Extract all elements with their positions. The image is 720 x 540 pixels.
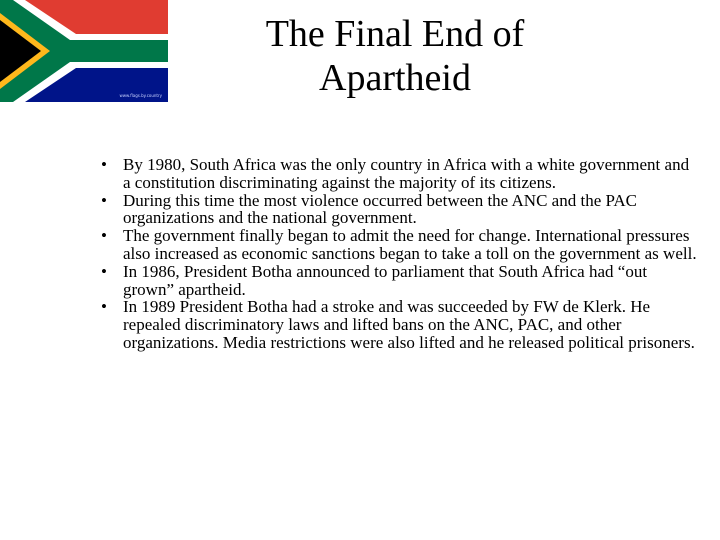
bullet-item bbox=[98, 298, 698, 351]
bullet-text: During this time the most violence occurred between the ANC and the PAC organizations and the national government. bbox=[123, 190, 637, 228]
bullet-item bbox=[98, 227, 698, 263]
slide-title bbox=[225, 12, 565, 100]
bullet-text: By 1980, South Africa was the only country in Africa with a white government and a constitution discriminating against the majority of its citizens. bbox=[123, 155, 690, 192]
bullet-item bbox=[98, 263, 698, 299]
bullet-text: The government finally began to admit the need for change. International pressures also increased as economic sanctions began to take a toll on the government as well. bbox=[123, 226, 697, 263]
bullet-glyph: • bbox=[101, 155, 107, 174]
bullet-glyph: • bbox=[101, 190, 107, 210]
title-line-1: The Final End of bbox=[265, 13, 525, 55]
flag-credit-text: www.flags.by.country bbox=[119, 93, 162, 98]
flag-graphic bbox=[0, 0, 168, 102]
bullet-list bbox=[98, 156, 698, 352]
bullet-item bbox=[98, 192, 698, 228]
bullet-item bbox=[98, 156, 698, 192]
bullet-glyph: • bbox=[101, 226, 107, 246]
bullet-text: In 1989 President Botha had a stroke and was succeeded by FW de Klerk. He repealed discriminatory laws and lifted bans on the ANC, PAC, and other organizations. Media restrictions were also lifted and he released political prisoners. bbox=[123, 297, 695, 352]
bullet-glyph: • bbox=[101, 261, 107, 281]
title-line-2: Apartheid bbox=[319, 57, 471, 99]
south-africa-flag-image bbox=[0, 0, 168, 102]
bullet-text: In 1986, President Botha announced to parliament that South Africa had “out grown” apartheid. bbox=[123, 261, 648, 299]
bullet-glyph: • bbox=[101, 297, 107, 317]
